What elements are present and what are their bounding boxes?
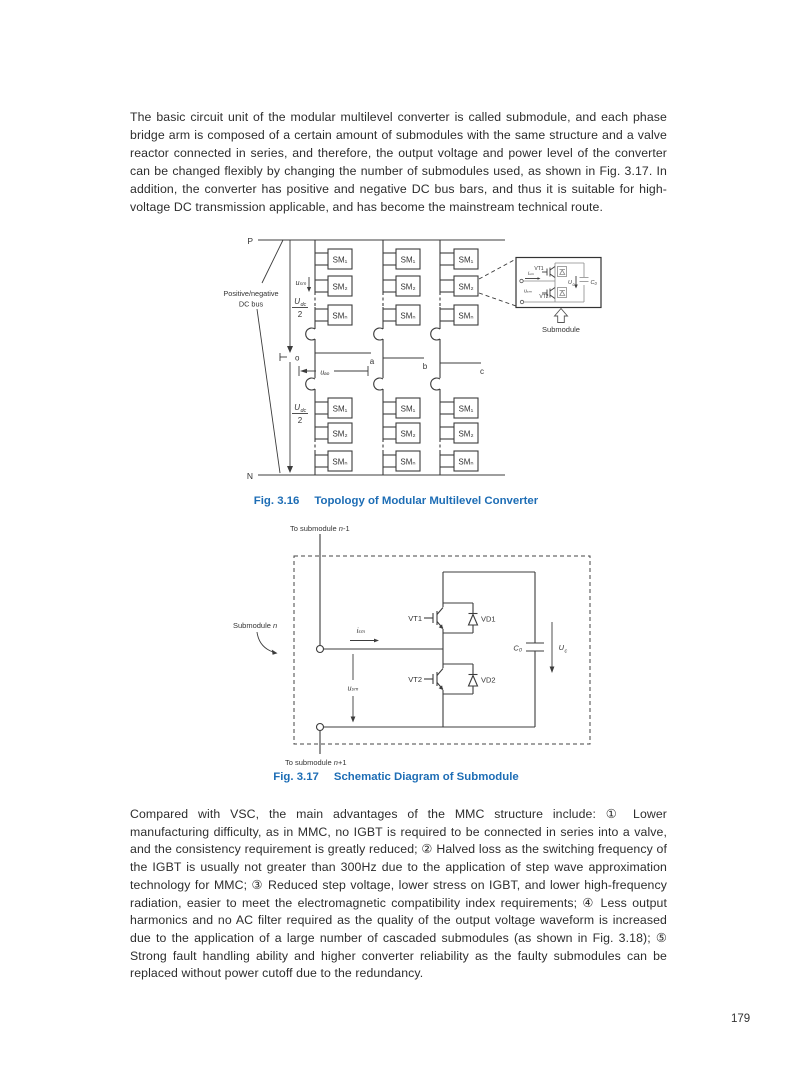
u-ao-dimension — [299, 366, 368, 376]
submodule-callout-arrow-icon — [555, 309, 568, 323]
inset-c0-label: C₀ — [590, 280, 597, 286]
to-submodule-n-1-label: To submodule n-1 — [290, 524, 350, 533]
bus-pointer-lines — [257, 240, 283, 473]
diode-vd1 — [469, 603, 478, 633]
submodule-box-label: SM₂ — [400, 282, 416, 292]
fig-3-16-diagram — [195, 228, 615, 495]
valve-reactor-icon — [306, 328, 315, 340]
inset-uc-sub: c — [572, 281, 575, 287]
udc-over-2-upper — [292, 297, 308, 319]
valve-reactor-icon — [306, 378, 315, 390]
submodule-box-label: SM₁ — [458, 404, 474, 414]
valve-reactor-icon — [431, 328, 440, 340]
mmc-phase-legs — [306, 240, 485, 475]
input-terminal-upper — [317, 646, 324, 653]
submodule-inset — [516, 258, 601, 308]
submodule-box-label: SMₙ — [458, 457, 474, 467]
udc-sub: dc — [300, 302, 307, 308]
phase-label: b — [422, 362, 428, 371]
submodule-box-label: SMₙ — [400, 311, 416, 321]
submodule-boundary-box — [294, 556, 590, 744]
phase-label: a — [369, 357, 375, 366]
inset-u-sm-label: uₛₘ — [524, 288, 532, 295]
submodule-box-label: SM₁ — [400, 404, 416, 414]
udc-den: 2 — [297, 416, 303, 425]
neutral-node-o — [280, 353, 292, 361]
u-sm-arrow — [307, 277, 311, 292]
fig-3-17-caption-title: Schematic Diagram of Submodule — [333, 771, 519, 783]
vt2-label: VT2 — [408, 675, 422, 684]
submodule-box-label: SMₙ — [332, 457, 348, 467]
to-submodule-n-plus-1-label: To submodule n+1 — [285, 758, 347, 767]
u-sm-label: uₛₘ — [295, 280, 307, 287]
fig-3-17-diagram — [228, 518, 618, 773]
submodule-box-label: SM₂ — [400, 429, 416, 439]
node-o-label: o — [295, 353, 300, 363]
u-sm-label: uₛₘ — [347, 685, 359, 693]
udc-over-2-lower — [292, 403, 308, 425]
submodule-box-label: SM₁ — [400, 255, 416, 265]
submodule-box-label: SMₙ — [400, 457, 416, 467]
igbt-vt1 — [424, 608, 443, 630]
inset-vt2-label: VT2 — [539, 294, 549, 300]
phase-terminal — [424, 356, 428, 360]
uc-arrow — [550, 622, 555, 673]
inset-uc-label: U — [568, 280, 572, 286]
phase-terminal — [481, 361, 485, 365]
mmc-phase-leg-c — [431, 240, 485, 475]
fig-3-17-caption-label: Fig. 3.17 — [273, 771, 319, 783]
valve-reactor-icon — [374, 378, 383, 390]
fig-3-17-caption — [13, 771, 779, 783]
bus-p-label: P — [247, 236, 253, 246]
submodule-box-label: SM₁ — [332, 255, 348, 265]
diode-vd2 — [469, 664, 478, 694]
intro-paragraph: The basic circuit unit of the modular multilevel converter is called submodule, and each phase bridge arm is composed of a certain amount of submodules with the same structure and a valve reactor connected in series, and therefore, the output voltage and power level of the converter can be changed flexibly by changing the number of submodules used, as shown in Fig. 3.17. In addition, the converter has positive and negative DC bus bars, and thus it is suitable for high-voltage DC transmission applicable, and has become the mainstream technical route. — [130, 110, 667, 214]
submodule-box-label: SM₁ — [332, 404, 348, 414]
udc-den: 2 — [297, 310, 303, 319]
inset-pointer-lines — [479, 259, 516, 306]
c0-label: C₀ — [513, 643, 522, 653]
bus-description-line2: DC bus — [238, 299, 264, 309]
inset-vt1-label: VT1 — [534, 266, 544, 272]
inset-terminal-lower — [520, 300, 523, 303]
vt1-label: VT1 — [408, 614, 422, 623]
valve-reactor-icon — [374, 328, 383, 340]
submodule-box-label: SM₁ — [458, 255, 474, 265]
fig-3-16-caption — [13, 495, 779, 507]
submodule-box-label: SM₂ — [332, 282, 348, 292]
phase-terminal — [371, 351, 375, 355]
fig-3-16-caption-label: Fig. 3.16 — [253, 495, 300, 507]
inset-terminal-upper — [520, 279, 523, 282]
submodule-callout-label: Submodule — [542, 325, 580, 334]
submodule-n-label: Submodule n — [233, 621, 278, 630]
udc-num: U — [294, 297, 300, 306]
i-sm-label: iₛₘ — [356, 628, 366, 635]
submodule-n-pointer-arrow — [257, 632, 278, 655]
submodule-box-label: SM₂ — [332, 429, 348, 439]
submodule-box-label: SM₂ — [458, 429, 474, 439]
input-terminal-lower — [317, 724, 324, 731]
submodule-box-label: SM₂ — [458, 282, 474, 292]
uc-sub: c — [564, 648, 568, 655]
uc-label: U — [558, 643, 564, 652]
inset-i-sm-label: iₛₘ — [527, 271, 535, 277]
udc-num: U — [294, 403, 300, 412]
advantages-paragraph: Compared with VSC, the main advantages of the MMC structure include: ① Lower manufacturing difficulty, as in MMC, no IGBT is required to be connected in series into a valve, and the consistency requirement is greatly reduced; ② Halved loss as the switching frequency of the IGBT is usually not greater than 300Hz due to the application of step wave approximation technology for MMC; ③ Reduced step voltage, lower stress on IGBT, and lower high-frequency radiation, easier to meet the electromagnetic compatibility index requirements; ④ Less output harmonics and no AC filter required as the quality of the output voltage waveform is increased due to the application of a large number of cascaded submodules (as shown in Fig. 3.18); ⑤ Strong fault handling ability and higher converter reliability as the faulty submodules can be replaced without power cutoff due to the redundancy. — [130, 807, 667, 981]
submodule-box-label: SMₙ — [458, 311, 474, 321]
submodule-box-label: SMₙ — [332, 311, 348, 321]
page-number: 179 — [731, 1013, 751, 1025]
bus-description-line1: Positive/negative — [223, 289, 279, 298]
fig-3-16-caption-title: Topology of Modular Multilevel Converter — [314, 495, 539, 507]
submodule-main-wires — [320, 534, 544, 754]
bus-n-label: N — [246, 471, 253, 481]
i-sm-arrow — [350, 639, 379, 643]
mmc-phase-leg-b — [374, 240, 428, 475]
udc-sub: dc — [300, 408, 307, 414]
valve-reactor-icon — [431, 378, 440, 390]
vd2-label: VD2 — [481, 675, 496, 685]
vd1-label: VD1 — [481, 614, 496, 624]
u-ao-label: uₐₒ — [320, 369, 330, 377]
mmc-phase-leg-a — [306, 240, 375, 475]
igbt-vt2 — [424, 669, 443, 691]
phase-label: c — [480, 367, 484, 376]
